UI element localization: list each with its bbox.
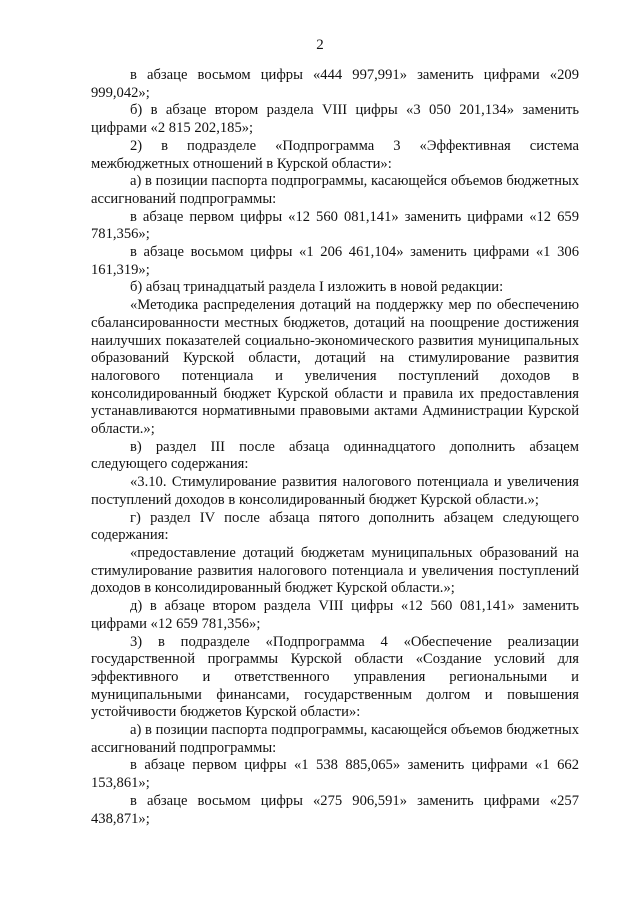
paragraph: а) в позиции паспорта подпрограммы, касающейся объемов бюджетных ассигнований подпрограммы: [91,173,579,207]
paragraph: в) раздел III после абзаца одиннадцатого дополнить абзацем следующего содержания: [91,438,579,473]
page-number: 2 [316,37,324,53]
paragraph: г) раздел IV после абзаца пятого дополнить абзацем следующего содержания: [91,509,579,544]
paragraph: 3) в подразделе «Подпрограмма 4 «Обеспечение реализации государственной программы Курской области «Создание условий для эффективного и ответственного управления региональными и муниципальными финансами, государственным долгом и повышения устойчивости бюджетов Курской области»: [91,633,579,721]
paragraph: а) в позиции паспорта подпрограммы, касающейся объемов бюджетных ассигнований подпрограммы: [91,722,579,756]
paragraph: в абзаце восьмом цифры «1 206 461,104» заменить цифрами «1 306 161,319»; [91,244,579,278]
paragraph: в абзаце восьмом цифры «275 906,591» заменить цифрами «257 438,871»; [91,792,579,827]
paragraph: б) в абзаце втором раздела VIII цифры «3 050 201,134» заменить цифрами «2 815 202,185»; [91,102,579,137]
paragraph: д) в абзаце втором раздела VIII цифры «12 560 081,141» заменить цифрами «12 659 781,356»; [91,598,579,632]
paragraph: в абзаце восьмом цифры «444 997,991» заменить цифрами «209 999,042»; [91,67,579,101]
paragraph: «3.10. Стимулирование развития налогового потенциала и увеличения поступлений доходов в консолидированный бюджет Курской области.»; [91,474,579,508]
paragraph: «предоставление дотаций бюджетам муниципальных образований на стимулирование развития налогового потенциала и увеличения поступлений доходов в консолидированный бюджет Курской области.»; [91,544,579,597]
paragraph: «Методика распределения дотаций на поддержку мер по обеспечению сбалансированности местных бюджетов, дотаций на поощрение достижения наилучших показателей социально-экономического развития муниципальных образований Курской области, дотаций на стимулирование развития налогового потенциала и увеличения поступлений доходов в консолидированный бюджет Курской области и правила их предоставления устанавливаются нормативными правовыми актами Администрации Курской области.»; [91,297,579,438]
paragraph: в абзаце первом цифры «1 538 885,065» заменить цифрами «1 662 153,861»; [91,757,579,792]
paragraph: в абзаце первом цифры «12 560 081,141» заменить цифрами «12 659 781,356»; [91,208,579,243]
paragraph: б) абзац тринадцатый раздела I изложить в новой редакции: [130,279,504,296]
document-body [91,67,579,828]
paragraph: 2) в подразделе «Подпрограмма 3 «Эффективная система межбюджетных отношений в Курской области»: [91,137,579,172]
